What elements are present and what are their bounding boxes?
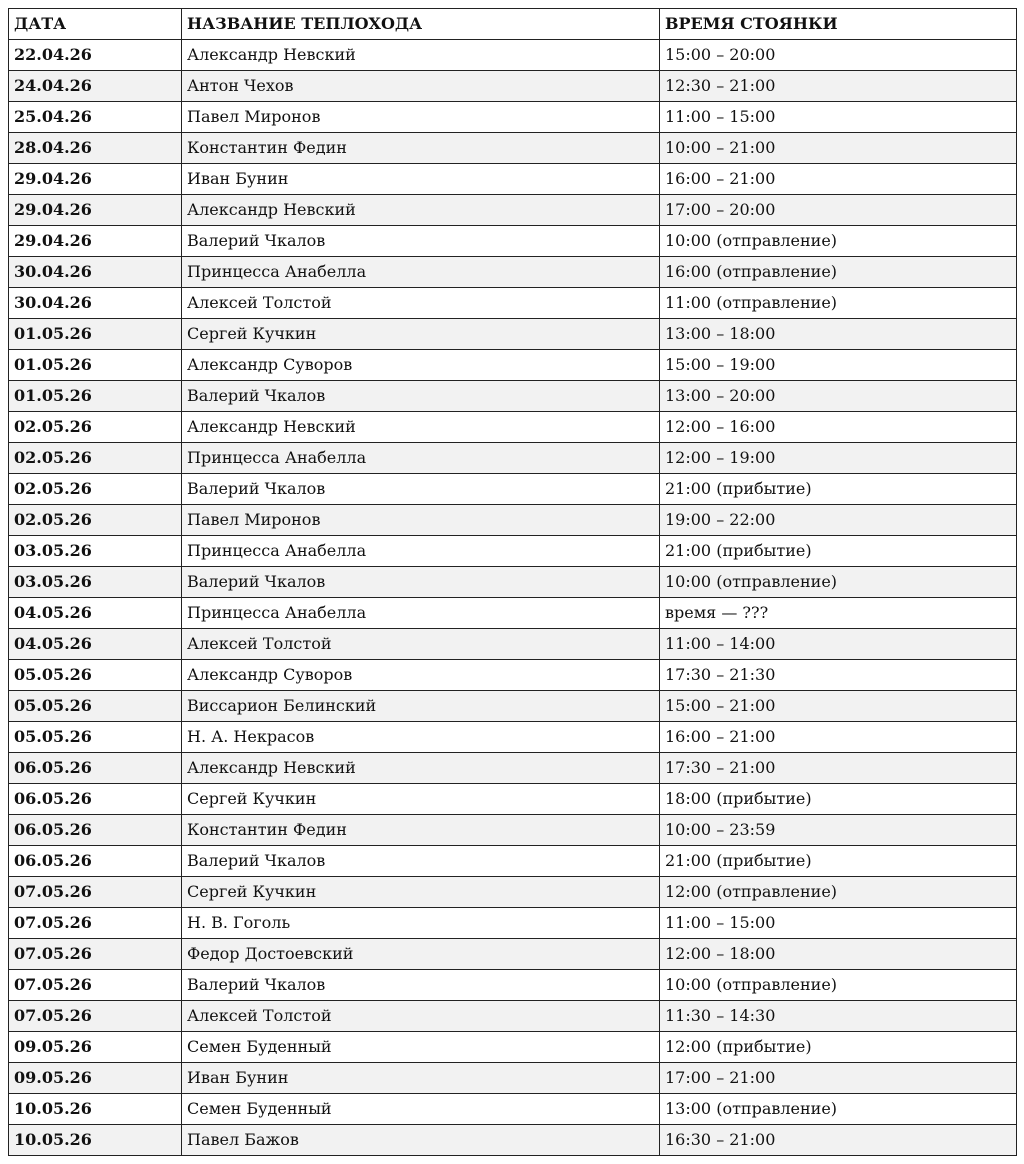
table-row <box>9 660 1017 691</box>
table-row <box>9 1063 1017 1094</box>
table-row <box>9 1032 1017 1063</box>
ship-name-cell: Валерий Чкалов <box>182 970 660 1001</box>
stay-time-cell: 15:00 – 21:00 <box>660 691 1017 722</box>
stay-time-cell: 11:30 – 14:30 <box>660 1001 1017 1032</box>
stay-time-cell: 11:00 – 14:00 <box>660 629 1017 660</box>
table-row <box>9 226 1017 257</box>
stay-time-cell: 21:00 (прибытие) <box>660 536 1017 567</box>
table-row <box>9 443 1017 474</box>
table-row <box>9 319 1017 350</box>
stay-time-cell: 15:00 – 20:00 <box>660 40 1017 71</box>
stay-time-cell: время — ??? <box>660 598 1017 629</box>
stay-time-cell: 21:00 (прибытие) <box>660 474 1017 505</box>
stay-time-cell: 10:00 – 23:59 <box>660 815 1017 846</box>
ship-name-cell: Семен Буденный <box>182 1094 660 1125</box>
table-row <box>9 288 1017 319</box>
date-cell: 01.05.26 <box>9 319 182 350</box>
ship-name-cell: Иван Бунин <box>182 1063 660 1094</box>
table-body <box>9 40 1017 1156</box>
stay-time-cell: 16:00 – 21:00 <box>660 164 1017 195</box>
table-row <box>9 102 1017 133</box>
stay-time-cell: 17:30 – 21:30 <box>660 660 1017 691</box>
table-row <box>9 753 1017 784</box>
stay-time-cell: 13:00 (отправление) <box>660 1094 1017 1125</box>
stay-time-cell: 10:00 (отправление) <box>660 970 1017 1001</box>
table-row <box>9 970 1017 1001</box>
date-cell: 22.04.26 <box>9 40 182 71</box>
ship-name-cell: Семен Буденный <box>182 1032 660 1063</box>
stay-time-cell: 11:00 – 15:00 <box>660 908 1017 939</box>
table-row <box>9 567 1017 598</box>
date-cell: 24.04.26 <box>9 71 182 102</box>
ship-name-cell: Александр Невский <box>182 40 660 71</box>
stay-time-cell: 13:00 – 18:00 <box>660 319 1017 350</box>
table-row <box>9 1001 1017 1032</box>
date-cell: 29.04.26 <box>9 164 182 195</box>
date-cell: 07.05.26 <box>9 970 182 1001</box>
date-cell: 29.04.26 <box>9 226 182 257</box>
stay-time-cell: 17:00 – 21:00 <box>660 1063 1017 1094</box>
date-cell: 10.05.26 <box>9 1125 182 1156</box>
date-cell: 01.05.26 <box>9 381 182 412</box>
date-cell: 02.05.26 <box>9 443 182 474</box>
date-cell: 07.05.26 <box>9 1001 182 1032</box>
ship-name-cell: Принцесса Анабелла <box>182 257 660 288</box>
ship-name-cell: Принцесса Анабелла <box>182 598 660 629</box>
ship-name-cell: Александр Невский <box>182 753 660 784</box>
ship-name-cell: Принцесса Анабелла <box>182 536 660 567</box>
ship-name-cell: Сергей Кучкин <box>182 877 660 908</box>
date-cell: 09.05.26 <box>9 1032 182 1063</box>
date-cell: 25.04.26 <box>9 102 182 133</box>
date-cell: 06.05.26 <box>9 753 182 784</box>
table-row <box>9 846 1017 877</box>
header-date: ДАТА <box>9 9 182 40</box>
date-cell: 03.05.26 <box>9 567 182 598</box>
ship-name-cell: Иван Бунин <box>182 164 660 195</box>
stay-time-cell: 11:00 – 15:00 <box>660 102 1017 133</box>
table-row <box>9 257 1017 288</box>
stay-time-cell: 12:00 (отправление) <box>660 877 1017 908</box>
stay-time-cell: 12:00 – 18:00 <box>660 939 1017 970</box>
table-row <box>9 133 1017 164</box>
date-cell: 10.05.26 <box>9 1094 182 1125</box>
stay-time-cell: 10:00 (отправление) <box>660 226 1017 257</box>
ship-schedule-table <box>8 8 1017 1156</box>
stay-time-cell: 21:00 (прибытие) <box>660 846 1017 877</box>
ship-name-cell: Алексей Толстой <box>182 288 660 319</box>
table-row <box>9 40 1017 71</box>
stay-time-cell: 12:00 – 19:00 <box>660 443 1017 474</box>
date-cell: 07.05.26 <box>9 908 182 939</box>
stay-time-cell: 19:00 – 22:00 <box>660 505 1017 536</box>
ship-name-cell: Александр Суворов <box>182 660 660 691</box>
table-row <box>9 722 1017 753</box>
stay-time-cell: 17:00 – 20:00 <box>660 195 1017 226</box>
date-cell: 30.04.26 <box>9 257 182 288</box>
stay-time-cell: 16:30 – 21:00 <box>660 1125 1017 1156</box>
stay-time-cell: 12:00 (прибытие) <box>660 1032 1017 1063</box>
date-cell: 30.04.26 <box>9 288 182 319</box>
stay-time-cell: 13:00 – 20:00 <box>660 381 1017 412</box>
stay-time-cell: 10:00 (отправление) <box>660 567 1017 598</box>
ship-name-cell: Н. В. Гоголь <box>182 908 660 939</box>
table-row <box>9 1094 1017 1125</box>
ship-name-cell: Федор Достоевский <box>182 939 660 970</box>
ship-name-cell: Принцесса Анабелла <box>182 443 660 474</box>
stay-time-cell: 16:00 (отправление) <box>660 257 1017 288</box>
table-row <box>9 474 1017 505</box>
ship-name-cell: Н. А. Некрасов <box>182 722 660 753</box>
ship-name-cell: Константин Федин <box>182 133 660 164</box>
date-cell: 06.05.26 <box>9 815 182 846</box>
table-row <box>9 350 1017 381</box>
ship-name-cell: Алексей Толстой <box>182 629 660 660</box>
ship-name-cell: Антон Чехов <box>182 71 660 102</box>
table-row <box>9 195 1017 226</box>
ship-name-cell: Валерий Чкалов <box>182 567 660 598</box>
stay-time-cell: 12:00 – 16:00 <box>660 412 1017 443</box>
stay-time-cell: 12:30 – 21:00 <box>660 71 1017 102</box>
date-cell: 06.05.26 <box>9 846 182 877</box>
ship-name-cell: Александр Невский <box>182 195 660 226</box>
header-row <box>9 9 1017 40</box>
date-cell: 02.05.26 <box>9 505 182 536</box>
ship-name-cell: Виссарион Белинский <box>182 691 660 722</box>
ship-name-cell: Павел Миронов <box>182 505 660 536</box>
table-row <box>9 629 1017 660</box>
ship-name-cell: Константин Федин <box>182 815 660 846</box>
stay-time-cell: 10:00 – 21:00 <box>660 133 1017 164</box>
ship-name-cell: Сергей Кучкин <box>182 784 660 815</box>
date-cell: 29.04.26 <box>9 195 182 226</box>
ship-name-cell: Павел Миронов <box>182 102 660 133</box>
ship-name-cell: Александр Невский <box>182 412 660 443</box>
stay-time-cell: 16:00 – 21:00 <box>660 722 1017 753</box>
header-ship-name: НАЗВАНИЕ ТЕПЛОХОДА <box>182 9 660 40</box>
date-cell: 05.05.26 <box>9 722 182 753</box>
table-row <box>9 939 1017 970</box>
ship-name-cell: Валерий Чкалов <box>182 846 660 877</box>
table-row <box>9 71 1017 102</box>
table-row <box>9 877 1017 908</box>
table-row <box>9 536 1017 567</box>
stay-time-cell: 18:00 (прибытие) <box>660 784 1017 815</box>
stay-time-cell: 15:00 – 19:00 <box>660 350 1017 381</box>
table-row <box>9 598 1017 629</box>
stay-time-cell: 17:30 – 21:00 <box>660 753 1017 784</box>
date-cell: 09.05.26 <box>9 1063 182 1094</box>
ship-name-cell: Павел Бажов <box>182 1125 660 1156</box>
date-cell: 07.05.26 <box>9 939 182 970</box>
table-row <box>9 381 1017 412</box>
date-cell: 02.05.26 <box>9 474 182 505</box>
ship-name-cell: Сергей Кучкин <box>182 319 660 350</box>
table-row <box>9 505 1017 536</box>
table-row <box>9 1125 1017 1156</box>
ship-name-cell: Валерий Чкалов <box>182 381 660 412</box>
date-cell: 01.05.26 <box>9 350 182 381</box>
date-cell: 03.05.26 <box>9 536 182 567</box>
table-row <box>9 815 1017 846</box>
date-cell: 07.05.26 <box>9 877 182 908</box>
table-row <box>9 691 1017 722</box>
table-row <box>9 908 1017 939</box>
ship-name-cell: Валерий Чкалов <box>182 226 660 257</box>
date-cell: 05.05.26 <box>9 660 182 691</box>
table-row <box>9 412 1017 443</box>
ship-name-cell: Алексей Толстой <box>182 1001 660 1032</box>
stay-time-cell: 11:00 (отправление) <box>660 288 1017 319</box>
table-row <box>9 164 1017 195</box>
table-row <box>9 784 1017 815</box>
date-cell: 06.05.26 <box>9 784 182 815</box>
date-cell: 02.05.26 <box>9 412 182 443</box>
date-cell: 04.05.26 <box>9 598 182 629</box>
ship-name-cell: Валерий Чкалов <box>182 474 660 505</box>
header-stay-time: ВРЕМЯ СТОЯНКИ <box>660 9 1017 40</box>
date-cell: 28.04.26 <box>9 133 182 164</box>
date-cell: 04.05.26 <box>9 629 182 660</box>
date-cell: 05.05.26 <box>9 691 182 722</box>
ship-name-cell: Александр Суворов <box>182 350 660 381</box>
